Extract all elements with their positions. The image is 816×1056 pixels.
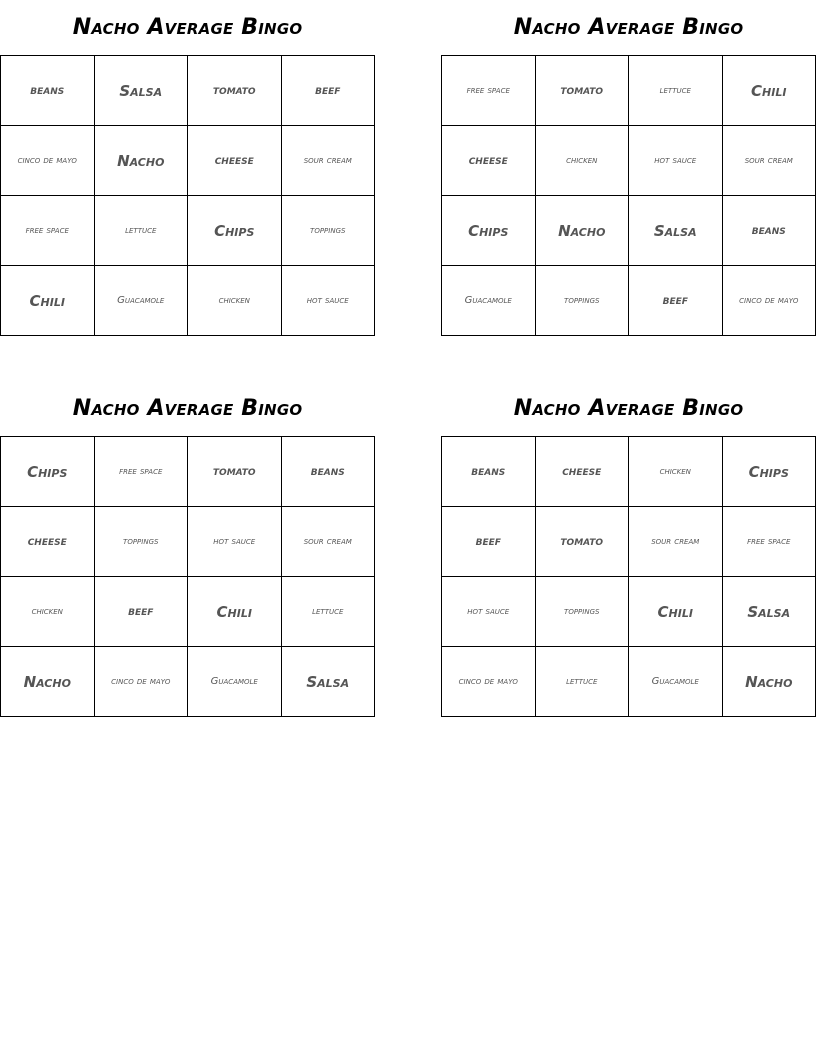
bingo-grid bbox=[0, 55, 375, 336]
bingo-cell: hot sauce bbox=[442, 577, 536, 647]
bingo-cell: beans bbox=[282, 437, 376, 507]
bingo-cell: lettuce bbox=[536, 647, 630, 717]
bingo-cell: cinco de mayo bbox=[95, 647, 189, 717]
bingo-cell: Nacho bbox=[723, 647, 816, 717]
bingo-cell: beef bbox=[629, 266, 723, 336]
bingo-cell: chicken bbox=[536, 126, 630, 196]
bingo-cell: Salsa bbox=[95, 56, 189, 126]
bingo-cell: beans bbox=[723, 196, 816, 266]
bingo-cell: hot sauce bbox=[188, 507, 282, 577]
bingo-cell: tomato bbox=[188, 56, 282, 126]
bingo-cell: Chili bbox=[188, 577, 282, 647]
bingo-cell: free space bbox=[95, 437, 189, 507]
bingo-cell: free space bbox=[442, 56, 536, 126]
bingo-cell: Chili bbox=[723, 56, 816, 126]
bingo-cell: Chips bbox=[188, 196, 282, 266]
bingo-cell: sour cream bbox=[629, 507, 723, 577]
bingo-cell: Nacho bbox=[95, 126, 189, 196]
bingo-cell: beans bbox=[442, 437, 536, 507]
bingo-cell: Guacamole bbox=[442, 266, 536, 336]
bingo-cell: Guacamole bbox=[188, 647, 282, 717]
bingo-cell: free space bbox=[723, 507, 816, 577]
card-title: Nacho Average Bingo bbox=[513, 396, 744, 421]
bingo-cell: hot sauce bbox=[282, 266, 376, 336]
bingo-cell: sour cream bbox=[282, 507, 376, 577]
bingo-cell: cheese bbox=[1, 507, 95, 577]
bingo-cell: beef bbox=[282, 56, 376, 126]
bingo-cell: Chips bbox=[442, 196, 536, 266]
card-title: Nacho Average Bingo bbox=[72, 396, 303, 421]
bingo-cell: cinco de mayo bbox=[723, 266, 816, 336]
bingo-cell: cheese bbox=[188, 126, 282, 196]
bingo-cell: beans bbox=[1, 56, 95, 126]
bingo-cell: toppings bbox=[95, 507, 189, 577]
bingo-cell: Guacamole bbox=[629, 647, 723, 717]
bingo-cell: Chili bbox=[1, 266, 95, 336]
bingo-cell: toppings bbox=[282, 196, 376, 266]
bingo-cell: chicken bbox=[188, 266, 282, 336]
bingo-cell: tomato bbox=[536, 507, 630, 577]
bingo-cell: Nacho bbox=[536, 196, 630, 266]
bingo-cell: Chips bbox=[723, 437, 816, 507]
bingo-cell: chicken bbox=[629, 437, 723, 507]
bingo-cell: toppings bbox=[536, 266, 630, 336]
bingo-cell: free space bbox=[1, 196, 95, 266]
bingo-grid bbox=[0, 436, 375, 717]
bingo-cell: lettuce bbox=[282, 577, 376, 647]
bingo-cell: cinco de mayo bbox=[1, 126, 95, 196]
card-title: Nacho Average Bingo bbox=[72, 15, 303, 40]
bingo-cell: beef bbox=[95, 577, 189, 647]
bingo-cell: toppings bbox=[536, 577, 630, 647]
bingo-cell: chicken bbox=[1, 577, 95, 647]
bingo-cell: Salsa bbox=[723, 577, 816, 647]
bingo-cell: cheese bbox=[442, 126, 536, 196]
bingo-cell: hot sauce bbox=[629, 126, 723, 196]
bingo-cell: lettuce bbox=[629, 56, 723, 126]
bingo-cell: sour cream bbox=[282, 126, 376, 196]
bingo-cell: lettuce bbox=[95, 196, 189, 266]
bingo-grid bbox=[441, 55, 816, 336]
bingo-cell: Chips bbox=[1, 437, 95, 507]
bingo-cell: tomato bbox=[536, 56, 630, 126]
bingo-cell: beef bbox=[442, 507, 536, 577]
bingo-cell: sour cream bbox=[723, 126, 816, 196]
bingo-cell: Guacamole bbox=[95, 266, 189, 336]
bingo-grid bbox=[441, 436, 816, 717]
bingo-cell: cinco de mayo bbox=[442, 647, 536, 717]
bingo-cell: cheese bbox=[536, 437, 630, 507]
bingo-cell: Nacho bbox=[1, 647, 95, 717]
bingo-cell: Salsa bbox=[282, 647, 376, 717]
bingo-cell: tomato bbox=[188, 437, 282, 507]
bingo-cell: Salsa bbox=[629, 196, 723, 266]
bingo-cell: Chili bbox=[629, 577, 723, 647]
card-title: Nacho Average Bingo bbox=[513, 15, 744, 40]
